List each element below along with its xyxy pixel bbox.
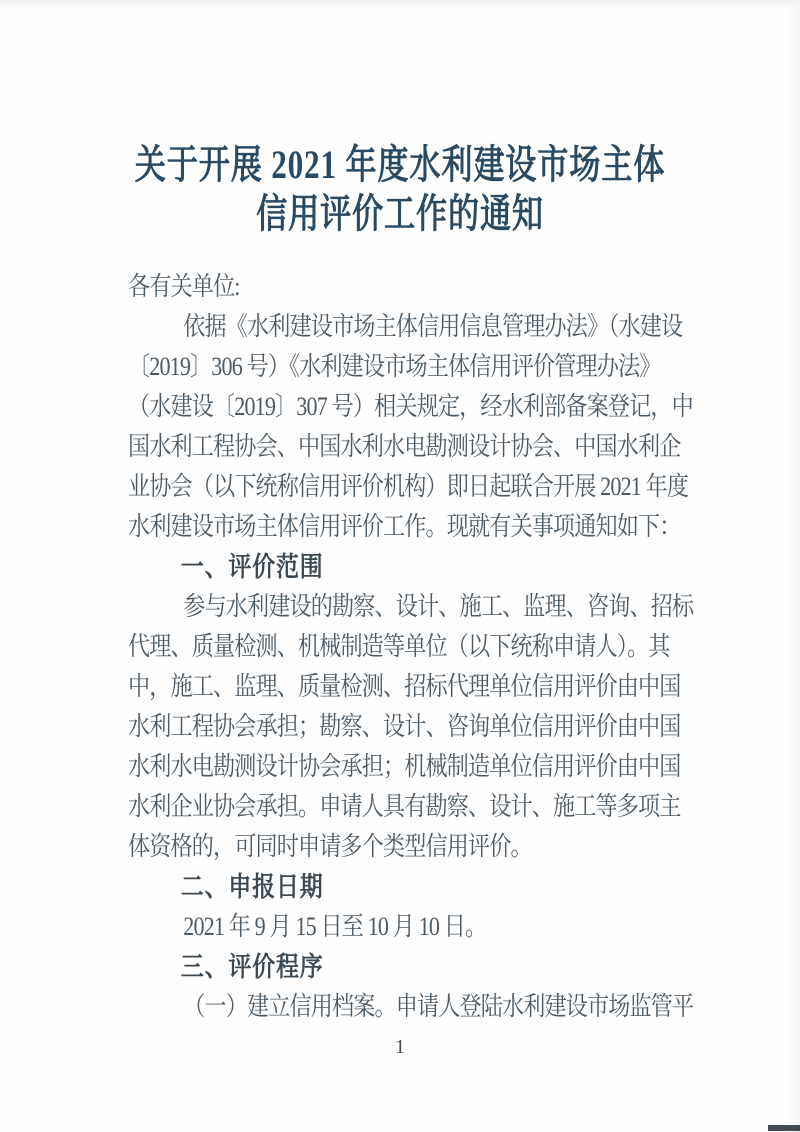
page-number: 1 — [395, 1036, 405, 1058]
body-line: 国水利工程协会、中国水利水电勘测设计协会、中国水利企 — [128, 432, 681, 461]
body-line: 业协会（以下统称信用评价机构）即日起联合开展 2021 年度 — [128, 472, 689, 501]
salutation-line: 各有关单位: — [128, 272, 240, 301]
scan-edge-artifact-top — [0, 0, 800, 10]
body-line: 水利水电勘测设计协会承担；机械制造单位信用评价由中国 — [128, 752, 681, 781]
body-line: 水利建设市场主体信用评价工作。现就有关事项通知如下： — [128, 512, 681, 541]
body-line: 体资格的，可同时申请多个类型信用评价。 — [128, 832, 532, 861]
body-line: 参与水利建设的勘察、设计、施工、监理、咨询、招标 — [183, 592, 694, 621]
scan-edge-artifact-right — [788, 0, 800, 1132]
section-heading-3: 三、评价程序 — [180, 952, 324, 982]
body-line: 依据《水利建设市场主体信用信息管理办法》（水建设 — [183, 312, 683, 341]
body-line: （一）建立信用档案。申请人登陆水利建设市场监管平 — [183, 992, 694, 1021]
section-heading-2: 二、申报日期 — [180, 872, 324, 902]
body-line: 〔2019〕306 号）《水利建设市场主体信用评价管理办法》 — [128, 352, 661, 381]
document-title-line-2: 信用评价工作的通知 — [256, 191, 544, 236]
document-title — [88, 140, 712, 238]
scan-corner-artifact — [768, 1125, 800, 1131]
document-title-line-1: 关于开展 2021 年度水利建设市场主体 — [134, 142, 666, 187]
body-line: 中，施工、监理、质量检测、招标代理单位信用评价由中国 — [128, 672, 681, 701]
body-line: 水利企业协会承担。申请人具有勘察、设计、施工等多项主 — [128, 792, 681, 821]
body-line: 水利工程协会承担；勘察、设计、咨询单位信用评价由中国 — [128, 712, 681, 741]
body-line: 2021 年 9 月 15 日至 10 月 10 日。 — [183, 912, 487, 941]
document-body — [128, 268, 694, 1028]
body-line: 代理、质量检测、机械制造等单位（以下统称申请人）。其 — [128, 632, 670, 661]
body-line: （水建设〔2019〕307 号）相关规定，经水利部备案登记，中 — [128, 392, 693, 421]
section-heading-1: 一、评价范围 — [180, 552, 324, 582]
